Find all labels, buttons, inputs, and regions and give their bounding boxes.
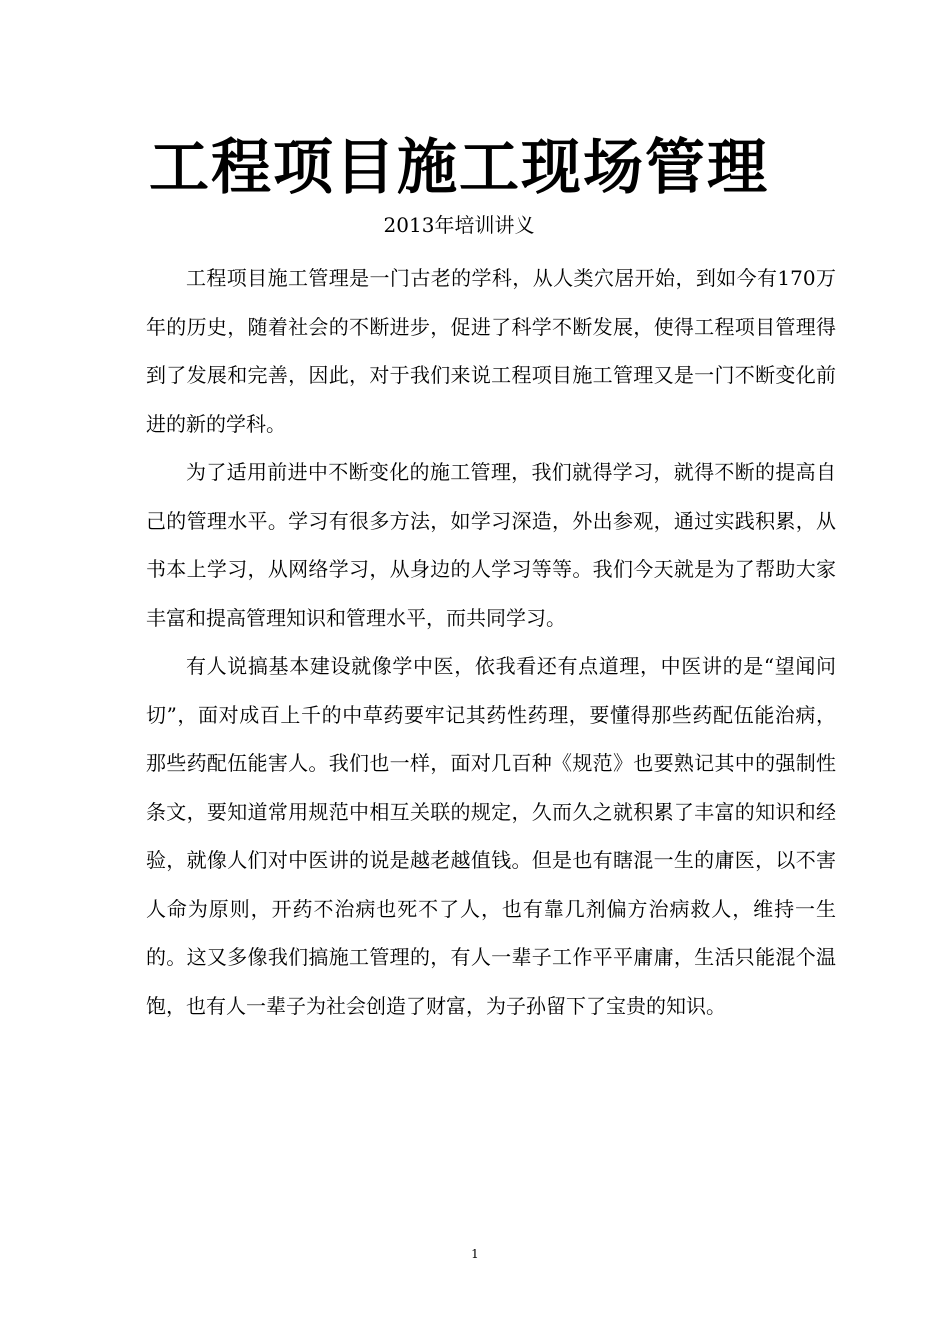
document-subtitle: 2013年培训讲义 (383, 213, 535, 237)
document-body (146, 254, 836, 1030)
document-title: 工程项目施工现场管理 (149, 133, 769, 203)
body-paragraph-1: 工程项目施工管理是一门古老的学科，从人类穴居开始，到如今有170万年的历史，随着社会的不断进步，促进了科学不断发展，使得工程项目管理得到了发展和完善，因此，对于我们来说工程项目施工管理又是一门不断变化前进的新的学科。 (146, 266, 836, 436)
body-paragraph-2: 为了适用前进中不断变化的施工管理，我们就得学习，就得不断的提高自己的管理水平。学习有很多方法，如学习深造，外出参观，通过实践积累，从书本上学习，从网络学习，从身边的人学习等等。我们今天就是为了帮助大家丰富和提高管理知识和管理水平，而共同学习。 (146, 460, 836, 630)
body-paragraph-3: 有人说搞基本建设就像学中医，依我看还有点道理，中医讲的是“望闻问切”，面对成百上千的中草药要牢记其药性药理，要懂得那些药配伍能治病，那些药配伍能害人。我们也一样，面对几百种《规范》也要熟记其中的强制性条文，要知道常用规范中相互关联的规定，久而久之就积累了丰富的知识和经验，就像人们对中医讲的说是越老越值钱。但是也有瞎混一生的庸医，以不害人命为原则，开药不治病也死不了人，也有靠几剂偏方治病救人，维持一生的。这又多像我们搞施工管理的，有人一辈子工作平平庸庸，生活只能混个温饱，也有人一辈子为社会创造了财富，为子孙留下了宝贵的知识。 (146, 654, 836, 1018)
page-number: 1 (471, 1247, 479, 1261)
